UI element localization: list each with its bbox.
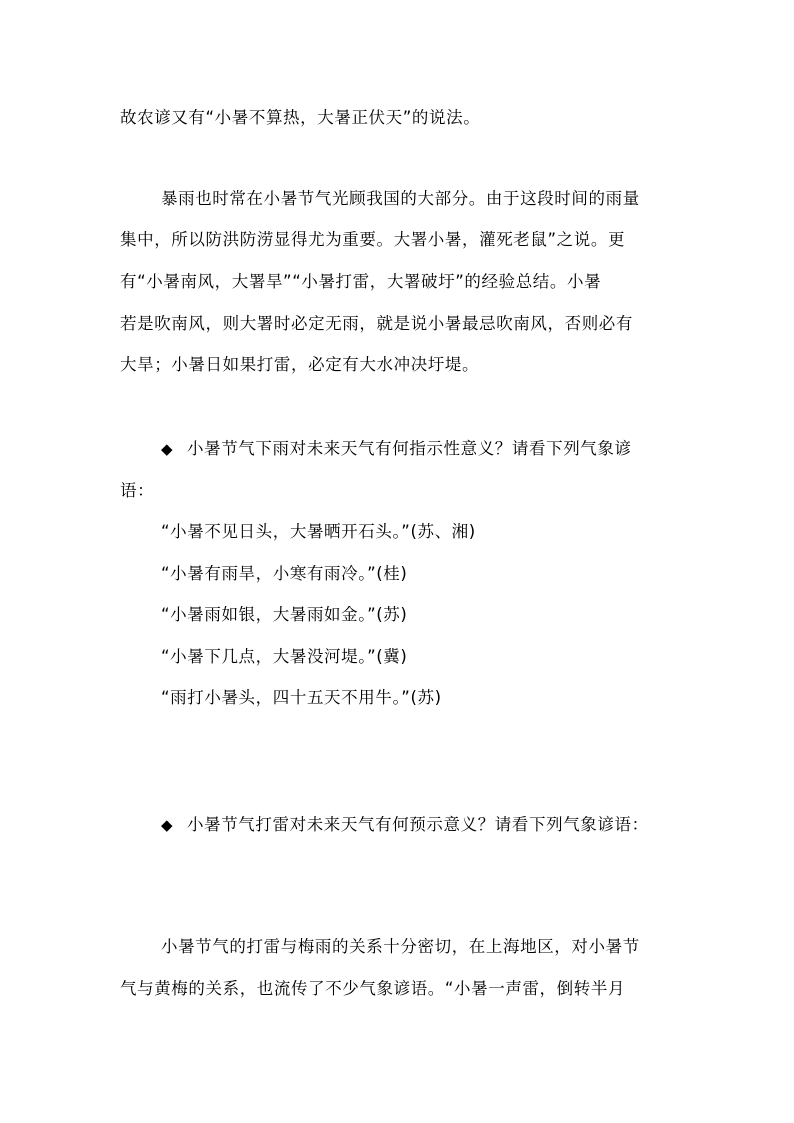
paragraph-line: 若是吹南风，则大署时必定无雨，就是说小暑最忌吹南风，否则必有 [120, 314, 633, 333]
paragraph-line: 小暑节气的打雷与梅雨的关系十分密切，在上海地区，对小暑节 [161, 937, 640, 956]
paragraph-line: 暴雨也时常在小暑节气光顾我国的大部分。由于这段时间的雨量 [161, 189, 640, 208]
heading-text: 小暑节气下雨对未来天气有何指示性意义？请看下列气象谚 [187, 439, 632, 458]
heading-text: 小暑节气打雷对未来天气有何预示意义？请看下列气象谚语： [187, 815, 649, 834]
proverb-item: “雨打小暑头，四十五天不用牛。”(苏) [161, 688, 442, 707]
paragraph-line: 气与黄梅的关系，也流传了不少气象谚语。“小暑一声雷，倒转半月 [120, 979, 626, 998]
section-heading-continued: 语： [120, 481, 155, 500]
diamond-bullet-icon: ◆ [161, 816, 174, 834]
proverb-item: “小暑雨如银，大暑雨如金。”(苏) [161, 605, 408, 624]
section-heading [161, 437, 632, 461]
proverb-item: “小暑下几点，大暑没河堤。”(冀) [161, 647, 408, 666]
proverb-item: “小暑不见日头，大暑晒开石头。”(苏、湘) [161, 522, 476, 541]
paragraph-line: 故农谚又有“小暑不算热，大暑正伏天”的说法。 [120, 108, 481, 127]
paragraph-line: 大旱；小暑日如果打雷，必定有大水冲决圩堤。 [120, 355, 480, 374]
proverb-item: “小暑有雨旱，小寒有雨冷。”(桂) [161, 564, 408, 583]
diamond-bullet-icon: ◆ [161, 440, 174, 458]
paragraph-line: 集中，所以防洪防涝显得尤为重要。大署小暑，灌死老鼠”之说。更 [120, 230, 626, 249]
paragraph-line: 有“小暑南风，大署旱”“小暑打雷，大署破圩”的经验总结。小暑 [120, 272, 602, 291]
section-heading [161, 813, 649, 837]
